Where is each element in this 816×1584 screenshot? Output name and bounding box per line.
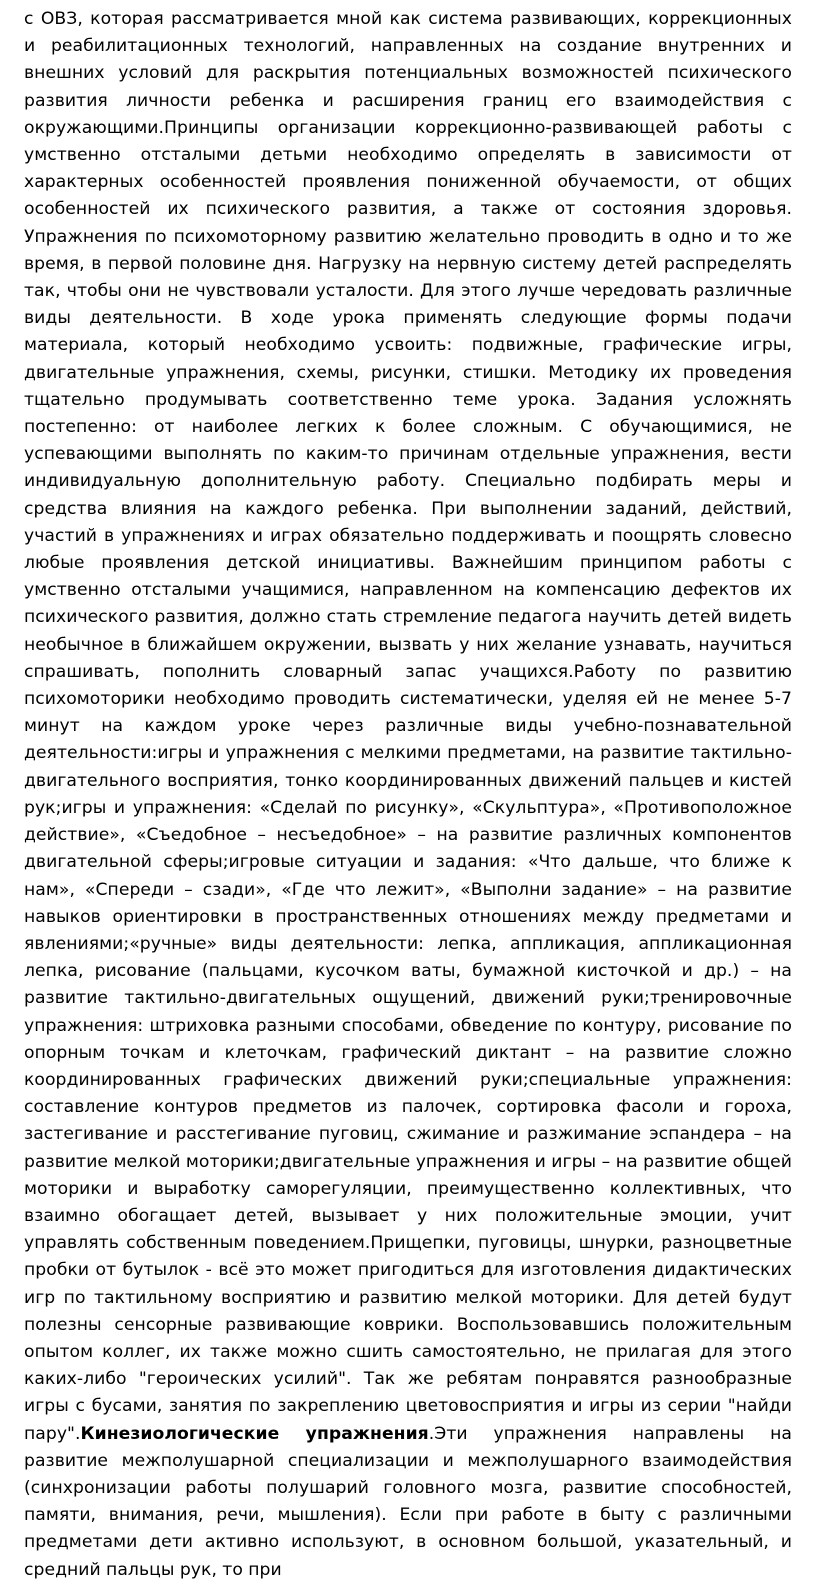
document-body-paragraph [24,6,792,1584]
text-run-1: с ОВЗ, которая рассматривается мной как система развивающих, коррекционных и реабилитационных технологий, направленных на создание внутренних и внешних условий для раскрытия потенциальных возможностей психического развития личности ребенка и расширения границ его взаимодействия с окружающими.Принципы организации коррекционно-развивающей работы с умственно отсталыми детьми необходимо определять в зависимости от характерных особенностей проявления пониженной обучаемости, от общих особенностей их психического развития, а также от состояния здоровья. Упражнения по психомоторному развитию желательно проводить в одно и то же время, в первой половине дня. Нагрузку на нервную систему детей распределять так, чтобы они не чувствовали усталости. Для этого лучше чередовать различные виды деятельности. В ходе урока применять следующие формы подачи материала, который необходимо усвоить: подвижные, графические игры, двигательные упражнения, схемы, рисунки, стишки. Методику их проведения тщательно продумывать соответственно теме урока. Задания усложнять постепенно: от наиболее легких к более сложным. С обучающимися, не успевающими выполнять по каким-то причинам отдельные упражнения, вести индивидуальную дополнительную работу. Специально подбирать меры и средства влияния на каждого ребенка. При выполнении заданий, действий, участий в упражнениях и играх обязательно поддерживать и поощрять словесно любые проявления детской инициативы. Важнейшим принципом работы с умственно отсталыми учащимися, направленном на компенсацию дефектов их психического развития, должно стать стремление педагога научить детей видеть необычное в ближайшем окружении, вызвать у них желание узнавать, научиться спрашивать, пополнить словарный запас учащихся.Работу по развитию психомоторики необходимо проводить систематически, уделяя ей не менее 5-7 минут на каждом уроке через различные виды учебно-познавательной деятельности:игры и упражнения с мелкими предметами, на развитие тактильно-двигательного восприятия, тонко координированных движений пальцев и кистей рук;игры и упражнения: «Сделай по рисунку», «Скульптура», «Противоположное действие», «Съедобное – несъедобное» – на развитие различных компонентов двигательной сферы;игровые ситуации и задания: «Что дальше, что ближе к нам», «Спереди – сзади», «Где что лежит», «Выполни задание» – на развитие навыков ориентировки в пространственных отношениях между предметами и явлениями;«ручные» виды деятельности: лепка, аппликация, аппликационная лепка, рисование (пальцами, кусочком ваты, бумажной кисточкой и др.) – на развитие тактильно-двигательных ощущений, движений руки;тренировочные упражнения: штриховка разными способами, обведение по контуру, рисование по опорным точкам и клеточкам, графический диктант – на развитие сложно координированных графических движений руки;специальные упражнения: составление контуров предметов из палочек, сортировка фасоли и гороха, застегивание и расстегивание пуговиц, сжимание и разжимание эспандера – на развитие мелкой моторики;двигательные упражнения и игры – на развитие общей моторики и выработку саморегуляции, преимущественно коллективных, что взаимно обогащает детей, вызывает у них положительные эмоции, учит управлять собственным поведением.Прищепки, пуговицы, шнурки, разноцветные пробки от бутылок - всё это может пригодиться для изготовления дидактических игр по тактильному восприятию и развитию мелкой моторики. Для детей будут полезны сенсорные развивающие коврики. Воспользовавшись положительным опытом коллег, их также можно сшить самостоятельно, не прилагая для этого каких-либо "героических усилий". Так же ребятам понравятся разнообразные игры с бусами, занятия по закреплению цветовосприятия и игры из серии "найди пару". [24,9,792,1444]
text-run-3: .Эти упражнения направлены на развитие межполушарной специализации и межполушарного взаимодействия (синхронизации работы полушарий головного мозга, развитие способностей, памяти, внимания, речи, мышления). Если при работе в быту с различными предметами дети активно используют, в основном большой, указательный, и средний пальцы рук, то при [24,1423,792,1580]
text-run-2-heading-inline: Кинезиологические упражнения [80,1423,429,1444]
